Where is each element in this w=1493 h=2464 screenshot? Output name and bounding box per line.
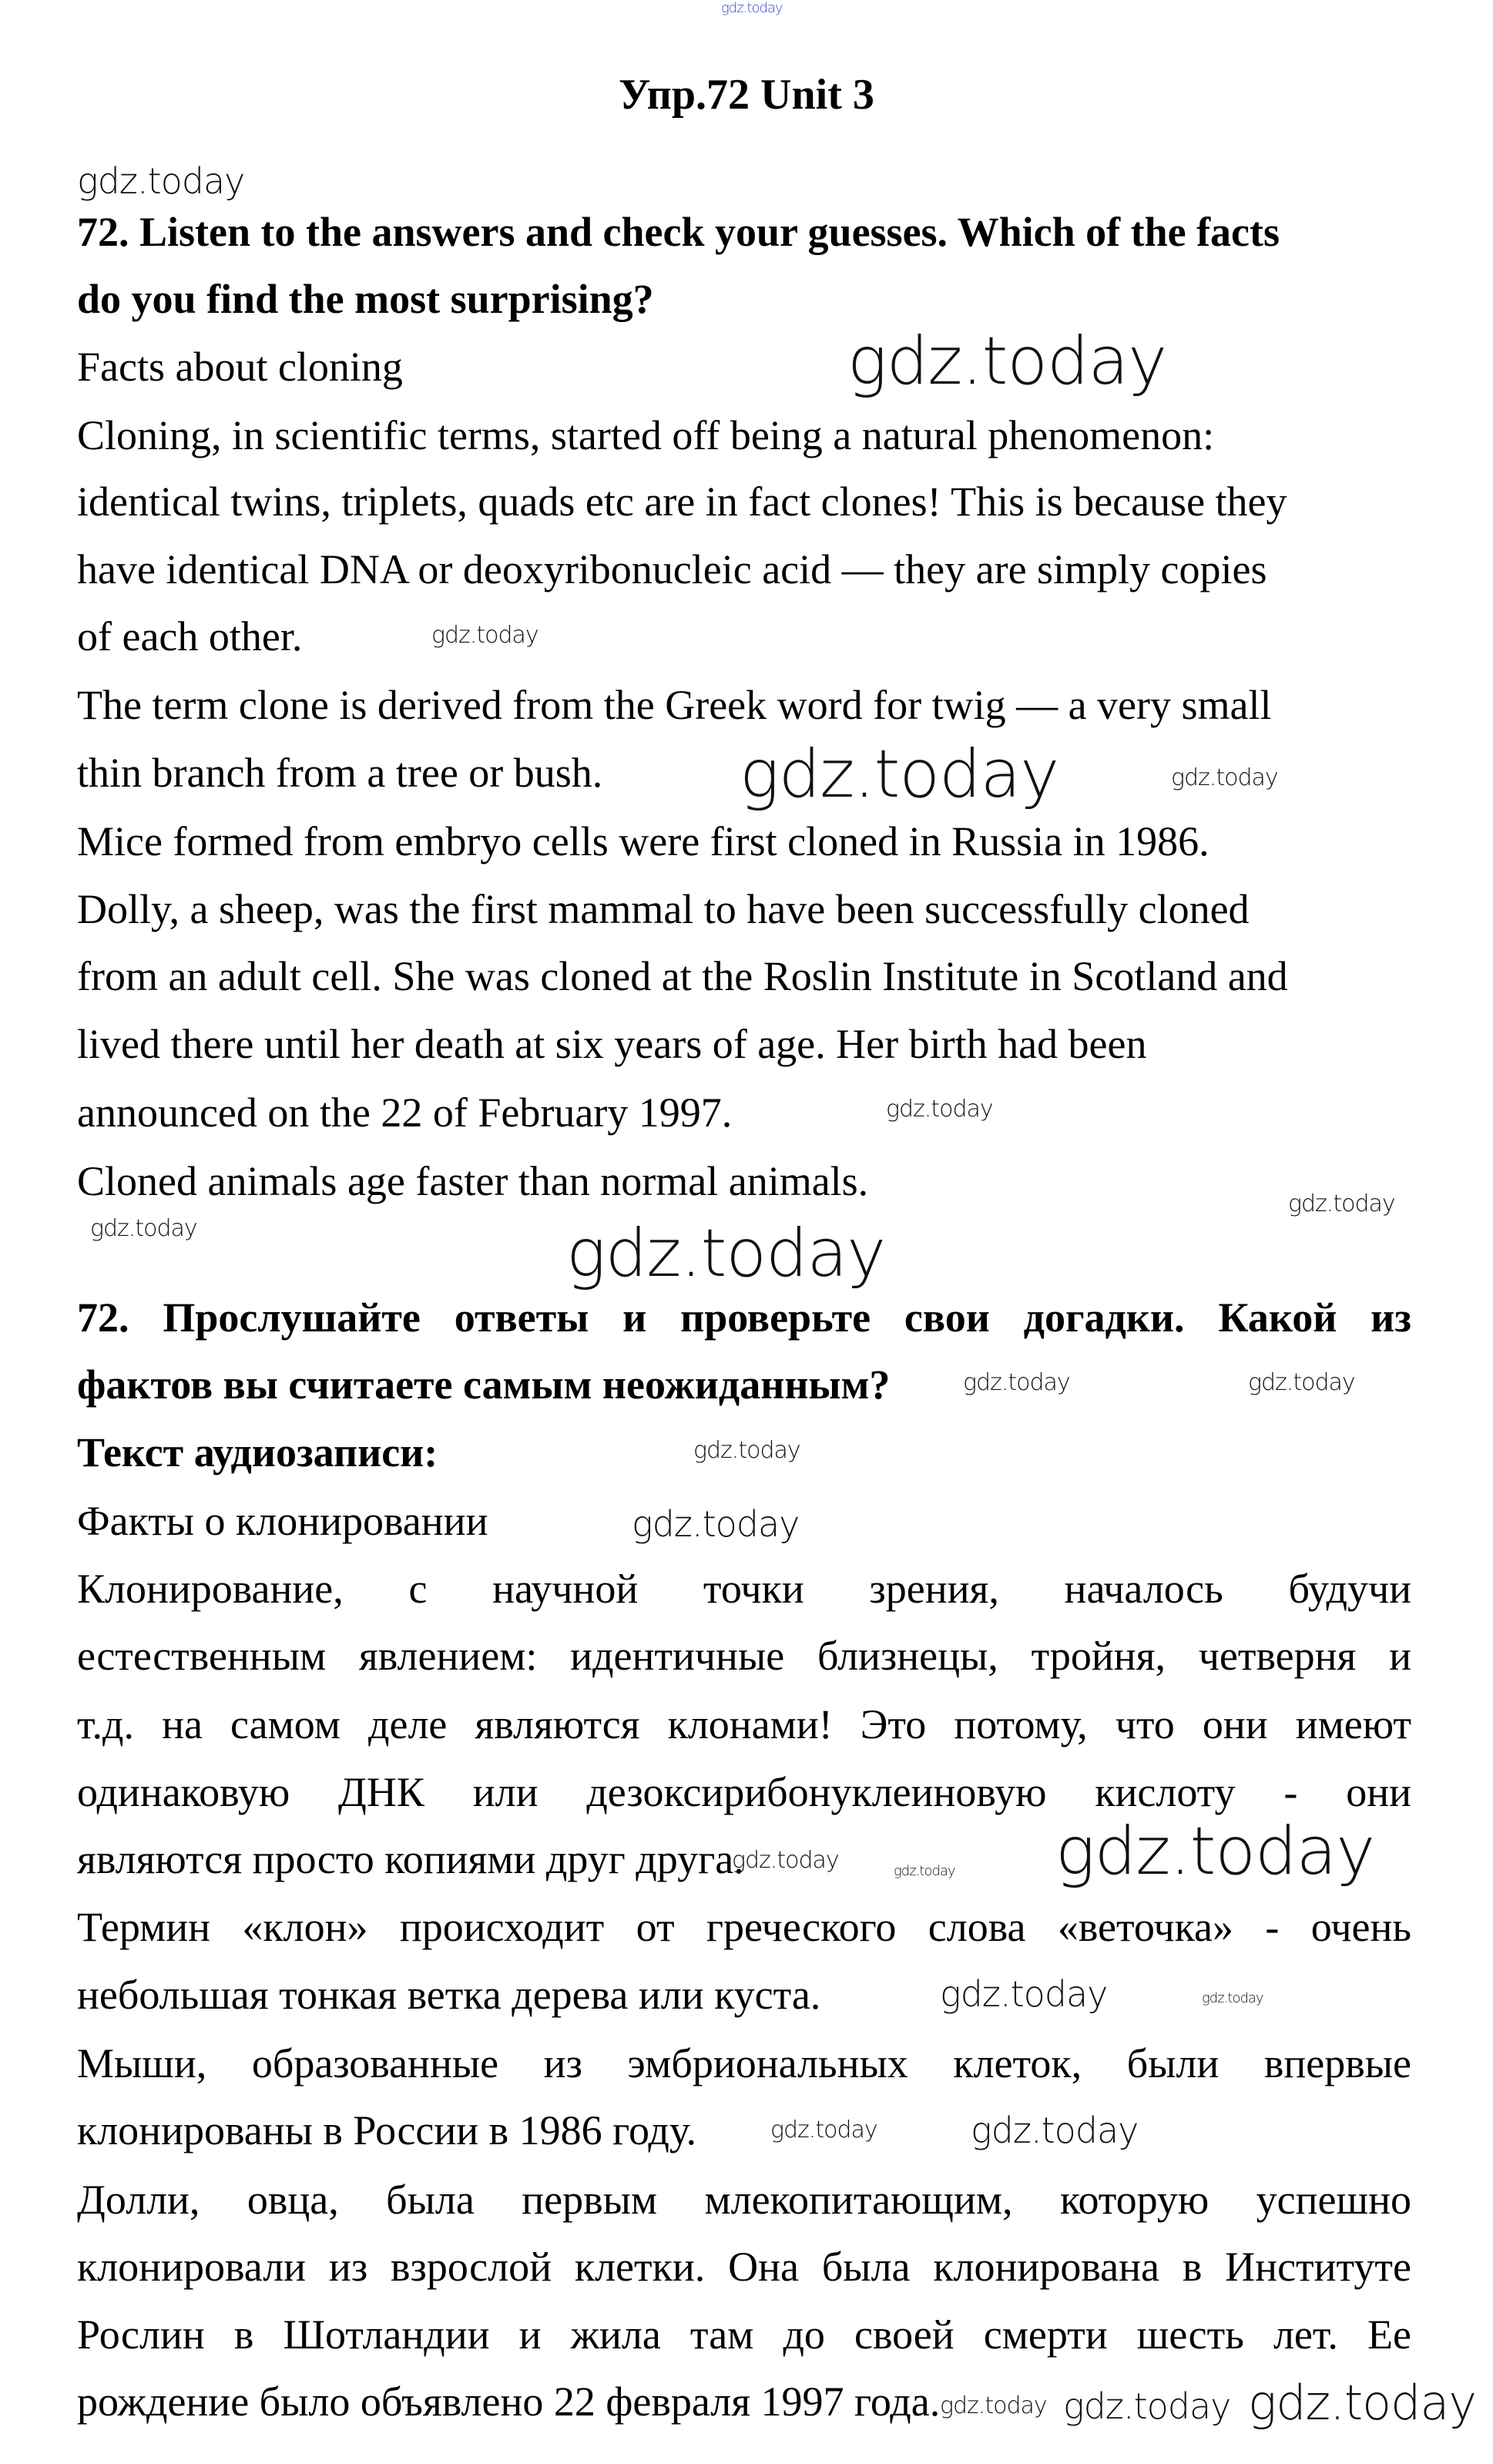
text-line: lived there until her death at six years of age. Her birth had been bbox=[77, 1021, 1147, 1067]
text-line: Cloning, in scientific terms, started off being a natural phenomenon: bbox=[77, 412, 1215, 458]
watermark: gdz.today bbox=[90, 1215, 197, 1242]
watermark: gdz.today bbox=[1063, 2385, 1231, 2427]
english-subtitle: Facts about cloning bbox=[77, 344, 403, 390]
russian-heading: фактов вы считаете самым неожиданным? bbox=[77, 1361, 891, 1408]
watermark: gdz.today bbox=[1055, 1813, 1375, 1890]
text-line: т.д. на самом деле являются клонами! Это потому, что они имеют bbox=[77, 1701, 1411, 1747]
text-line: Термин «клон» происходит от греческого слова «веточка» - очень bbox=[77, 1904, 1411, 1950]
text-line: рождение было объявлено 22 февраля 1997 года. bbox=[77, 2378, 941, 2425]
watermark: gdz.today bbox=[1202, 1990, 1263, 2006]
text-line: Долли, овца, была первым млекопитающим, которую успешно bbox=[77, 2177, 1411, 2223]
watermark: gdz.today bbox=[431, 622, 538, 649]
text-line: of each other. bbox=[77, 613, 303, 660]
text-line: клонировали из взрослой клетки. Она была клонирована в Институте bbox=[77, 2244, 1411, 2290]
watermark: gdz.today bbox=[566, 1215, 886, 1292]
watermark: gdz.today bbox=[940, 1973, 1108, 2015]
watermark: gdz.today bbox=[721, 0, 783, 16]
text-line: одинаковую ДНК или дезоксирибонуклеиновую кислоту - они bbox=[77, 1769, 1411, 1815]
text-line: thin branch from a tree or bush. bbox=[77, 750, 603, 796]
watermark: gdz.today bbox=[740, 736, 1059, 813]
watermark: gdz.today bbox=[1288, 1190, 1395, 1217]
text-line: announced on the 22 of February 1997. bbox=[77, 1089, 733, 1136]
text-line: являются просто копиями друг друга. bbox=[77, 1836, 744, 1882]
watermark: gdz.today bbox=[886, 1096, 993, 1123]
text-line: Рослин в Шотландии и жила там до своей смерти шесть лет. Ее bbox=[77, 2311, 1411, 2358]
watermark: gdz.today bbox=[971, 2110, 1139, 2151]
text-line: Клонирование, с научной точки зрения, началось будучи bbox=[77, 1566, 1411, 1612]
watermark: gdz.today bbox=[770, 2117, 877, 2143]
watermark: gdz.today bbox=[894, 1863, 955, 1879]
text-line: Dolly, a sheep, was the first mammal to have been successfully cloned bbox=[77, 886, 1250, 932]
text-line: from an adult cell. She was cloned at the Roslin Institute in Scotland and bbox=[77, 953, 1288, 999]
watermark: gdz.today bbox=[693, 1437, 800, 1464]
text-line: The term clone is derived from the Greek word for twig — a very small bbox=[77, 682, 1272, 728]
watermark: gdz.today bbox=[963, 1369, 1070, 1396]
text-line: клонированы в России в 1986 году. bbox=[77, 2107, 696, 2153]
watermark: gdz.today bbox=[732, 1847, 839, 1874]
text-line: небольшая тонкая ветка дерева или куста. bbox=[77, 1972, 821, 2018]
text-line: identical twins, triplets, quads etc are in fact clones! This is because they bbox=[77, 478, 1287, 525]
audio-label: Текст аудиозаписи: bbox=[77, 1429, 438, 1475]
watermark: gdz.today bbox=[77, 160, 245, 202]
watermark: gdz.today bbox=[1171, 764, 1278, 791]
watermark: gdz.today bbox=[940, 2392, 1047, 2419]
text-line: Cloned animals age faster than normal animals. bbox=[77, 1158, 869, 1204]
watermark: gdz.today bbox=[1248, 2375, 1477, 2431]
english-heading: 72. Listen to the answers and check your guesses. Which of the facts bbox=[77, 209, 1280, 255]
watermark: gdz.today bbox=[1248, 1369, 1355, 1396]
russian-heading: 72. Прослушайте ответы и проверьте свои догадки. Какой из bbox=[77, 1294, 1411, 1341]
page-title: Упр.72 Unit 3 bbox=[619, 71, 874, 119]
text-line: have identical DNA or deoxyribonucleic acid — they are simply copies bbox=[77, 546, 1267, 593]
english-heading: do you find the most surprising? bbox=[77, 276, 654, 322]
text-line: естественным явлением: идентичные близнецы, тройня, четверня и bbox=[77, 1633, 1411, 1679]
watermark: gdz.today bbox=[847, 323, 1167, 400]
watermark: gdz.today bbox=[632, 1503, 800, 1545]
text-line: Мыши, образованные из эмбриональных клеток, были впервые bbox=[77, 2040, 1411, 2086]
text-line: Mice formed from embryo cells were first cloned in Russia in 1986. bbox=[77, 818, 1209, 864]
russian-subtitle: Факты о клонировании bbox=[77, 1498, 488, 1544]
